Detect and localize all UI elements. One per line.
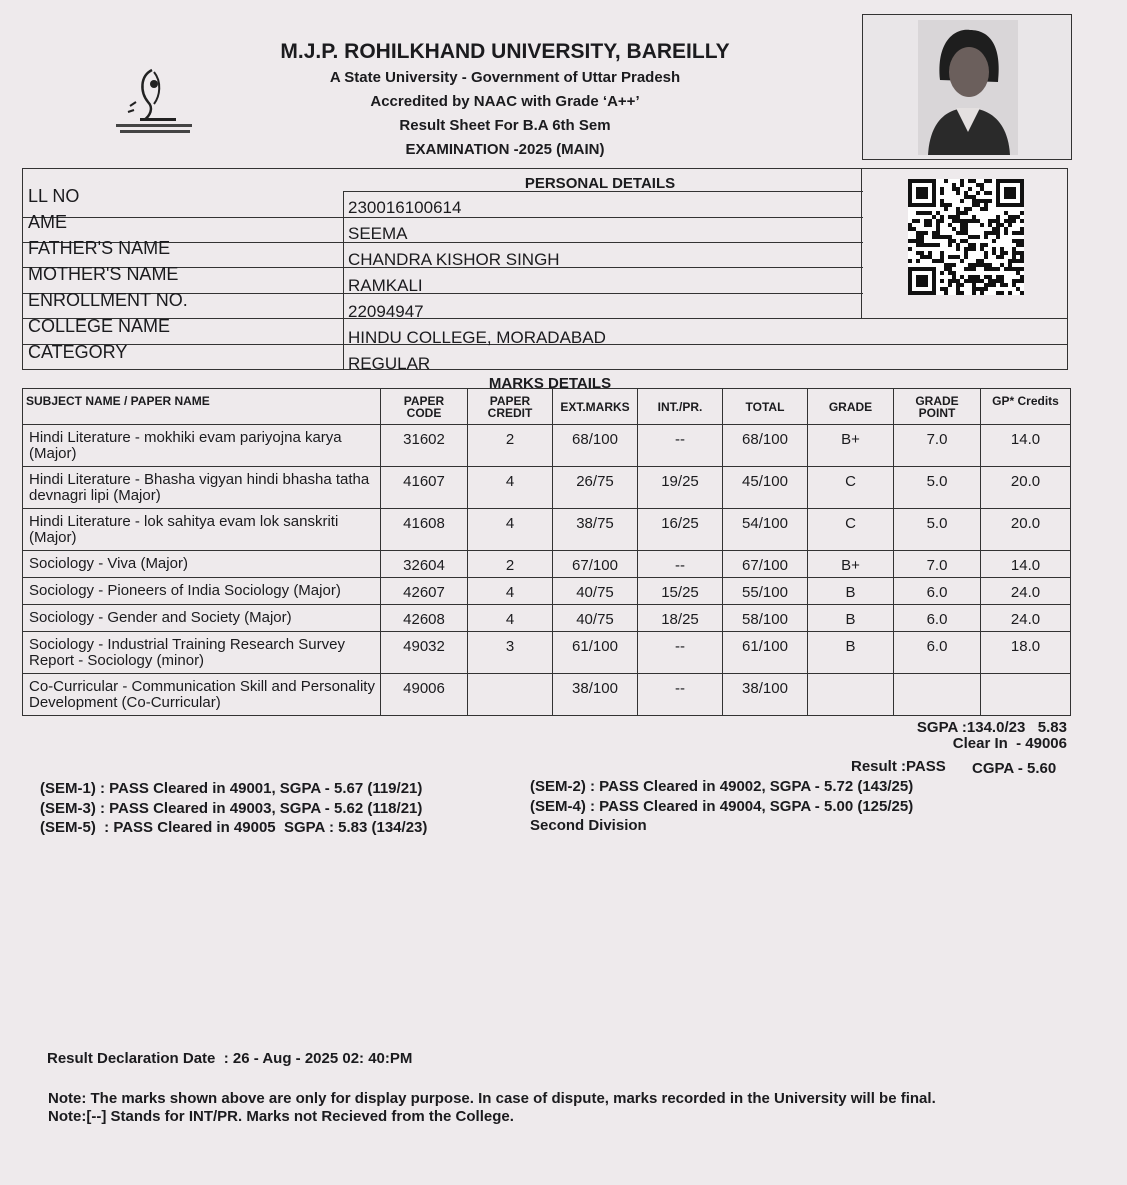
clear-in: Clear In - 49006 [952,735,1067,752]
grade-point-cell: 7.0 [894,425,981,467]
ext-marks-cell: 68/100 [553,425,638,467]
sem5-result: (SEM-5) : PASS Cleared in 49005 SGPA : 5.83 (134/23) [40,819,428,836]
gp-credits-cell: 20.0 [981,467,1071,509]
total-cell: 38/100 [723,674,808,716]
col-grade: GRADE [808,389,894,425]
int-pr-cell: -- [638,551,723,578]
ext-marks-cell: 26/75 [553,467,638,509]
ext-marks-cell: 38/75 [553,509,638,551]
gp-credits-cell: 24.0 [981,578,1071,605]
int-pr-cell: 18/25 [638,605,723,632]
sem1-result: (SEM-1) : PASS Cleared in 49001, SGPA - 5.67 (119/21) [40,780,423,797]
int-pr-cell: -- [638,674,723,716]
total-cell: 55/100 [723,578,808,605]
grade-point-cell: 7.0 [894,551,981,578]
student-photo [918,20,1018,155]
paper-credit-cell [468,674,553,716]
result-sheet-title: Result Sheet For B.A 6th Sem [399,117,611,134]
table-row [23,467,1071,509]
sem3-result: (SEM-3) : PASS Cleared in 49003, SGPA - 5.62 (118/21) [40,800,423,817]
int-pr-cell: 15/25 [638,578,723,605]
sgpa-summary: SGPA :134.0/23 5.83 [916,719,1067,736]
int-pr-cell: 16/25 [638,509,723,551]
examination-title: EXAMINATION -2025 (MAIN) [405,141,605,158]
gp-credits-cell: 14.0 [981,425,1071,467]
university-title: M.J.P. ROHILKHAND UNIVERSITY, BAREILLY [280,40,730,63]
table-row [23,605,1071,632]
int-pr-cell: 19/25 [638,467,723,509]
gp-credits-cell [981,674,1071,716]
grade-cell: B [808,578,894,605]
total-cell: 54/100 [723,509,808,551]
ext-marks-cell: 38/100 [553,674,638,716]
table-row [23,551,1071,578]
table-row [23,674,1071,716]
paper-credit-cell: 2 [468,551,553,578]
subject-cell: Hindi Literature - Bhasha vigyan hindi bhasha tatha devnagri lipi (Major) [23,467,381,509]
grade-cell: C [808,467,894,509]
personal-value: HINDU COLLEGE, MORADABAD [348,328,606,347]
marks-table [22,388,1071,716]
grade-point-cell: 5.0 [894,467,981,509]
university-subtitle: A State University - Government of Uttar Pradesh [329,69,681,86]
col-total: TOTAL [723,389,808,425]
personal-label: FATHER'S NAME [28,238,171,258]
grade-point-cell: 6.0 [894,605,981,632]
personal-label: CATEGORY [28,342,128,362]
personal-value: RAMKALI [348,276,423,295]
col-paper-code: PAPER CODE [381,389,468,425]
accreditation-line: Accredited by NAAC with Grade ‘A++’ [370,93,640,110]
grade-cell [808,674,894,716]
grade-point-cell: 6.0 [894,632,981,674]
personal-details-title: PERSONAL DETAILS [524,175,676,192]
result-status: Result :PASS [851,758,946,775]
total-cell: 68/100 [723,425,808,467]
table-row [23,578,1071,605]
ext-marks-cell: 40/75 [553,605,638,632]
paper-code-cell: 49032 [381,632,468,674]
personal-value: SEEMA [348,224,408,243]
total-cell: 67/100 [723,551,808,578]
personal-label: COLLEGE NAME [28,316,171,336]
gp-credits-cell: 20.0 [981,509,1071,551]
int-pr-cell: -- [638,632,723,674]
subject-cell: Sociology - Pioneers of India Sociology (Major) [23,578,381,605]
ext-marks-cell: 61/100 [553,632,638,674]
total-cell: 58/100 [723,605,808,632]
paper-credit-cell: 2 [468,425,553,467]
table-row [23,509,1071,551]
grade-cell: B+ [808,551,894,578]
personal-value: CHANDRA KISHOR SINGH [348,250,560,269]
personal-value: 230016100614 [348,198,462,217]
division: Second Division [530,817,647,834]
personal-label: MOTHER'S NAME [28,264,179,284]
col-int-pr: INT./PR. [638,389,723,425]
paper-code-cell: 32604 [381,551,468,578]
grade-cell: B [808,632,894,674]
paper-code-cell: 42607 [381,578,468,605]
personal-value: 22094947 [348,302,424,321]
personal-value: REGULAR [348,354,431,373]
table-row [23,632,1071,674]
paper-credit-cell: 4 [468,467,553,509]
total-cell: 45/100 [723,467,808,509]
personal-label: LL NO [28,186,80,206]
col-gp-credits: GP* Credits [981,389,1071,425]
personal-label: ENROLLMENT NO. [28,290,188,310]
ext-marks-cell: 67/100 [553,551,638,578]
declaration-date: Result Declaration Date : 26 - Aug - 2025 02: 40:PM [47,1050,413,1067]
paper-credit-cell: 4 [468,605,553,632]
paper-code-cell: 31602 [381,425,468,467]
grade-cell: B+ [808,425,894,467]
subject-cell: Sociology - Gender and Society (Major) [23,605,381,632]
grade-cell: C [808,509,894,551]
gp-credits-cell: 14.0 [981,551,1071,578]
paper-code-cell: 41607 [381,467,468,509]
gp-credits-cell: 24.0 [981,605,1071,632]
subject-cell: Sociology - Viva (Major) [23,551,381,578]
subject-cell: Co-Curricular - Communication Skill and Personality Development (Co-Curricular) [23,674,381,716]
paper-credit-cell: 3 [468,632,553,674]
total-cell: 61/100 [723,632,808,674]
col-ext-marks: EXT.MARKS [553,389,638,425]
sem4-result: (SEM-4) : PASS Cleared in 49004, SGPA - 5.00 (125/25) [530,798,914,815]
sem2-result: (SEM-2) : PASS Cleared in 49002, SGPA - 5.72 (143/25) [530,778,914,795]
marks-details-title: MARKS DETAILS [488,375,612,392]
grade-point-cell: 6.0 [894,578,981,605]
grade-point-cell [894,674,981,716]
paper-code-cell: 49006 [381,674,468,716]
paper-credit-cell: 4 [468,509,553,551]
subject-cell: Hindi Literature - mokhiki evam pariyojna karya (Major) [23,425,381,467]
subject-cell: Sociology - Industrial Training Research Survey Report - Sociology (minor) [23,632,381,674]
cgpa: CGPA - 5.60 [972,760,1057,777]
col-grade-point: GRADE POINT [894,389,981,425]
table-row [23,425,1071,467]
paper-code-cell: 42608 [381,605,468,632]
col-paper-credit: PAPER CREDIT [468,389,553,425]
subject-cell: Hindi Literature - lok sahitya evam lok sanskriti (Major) [23,509,381,551]
col-subject: SUBJECT NAME / PAPER NAME [23,389,381,425]
grade-cell: B [808,605,894,632]
grade-point-cell: 5.0 [894,509,981,551]
int-pr-cell: -- [638,425,723,467]
note-int-pr: Note:[--] Stands for INT/PR. Marks not Recieved from the College. [48,1108,514,1125]
university-logo [110,62,200,142]
paper-credit-cell: 4 [468,578,553,605]
paper-code-cell: 41608 [381,509,468,551]
gp-credits-cell: 18.0 [981,632,1071,674]
personal-label: AME [28,212,68,232]
note-display: Note: The marks shown above are only for display purpose. In case of dispute, marks recorded in the University will be final. [48,1090,936,1107]
ext-marks-cell: 40/75 [553,578,638,605]
